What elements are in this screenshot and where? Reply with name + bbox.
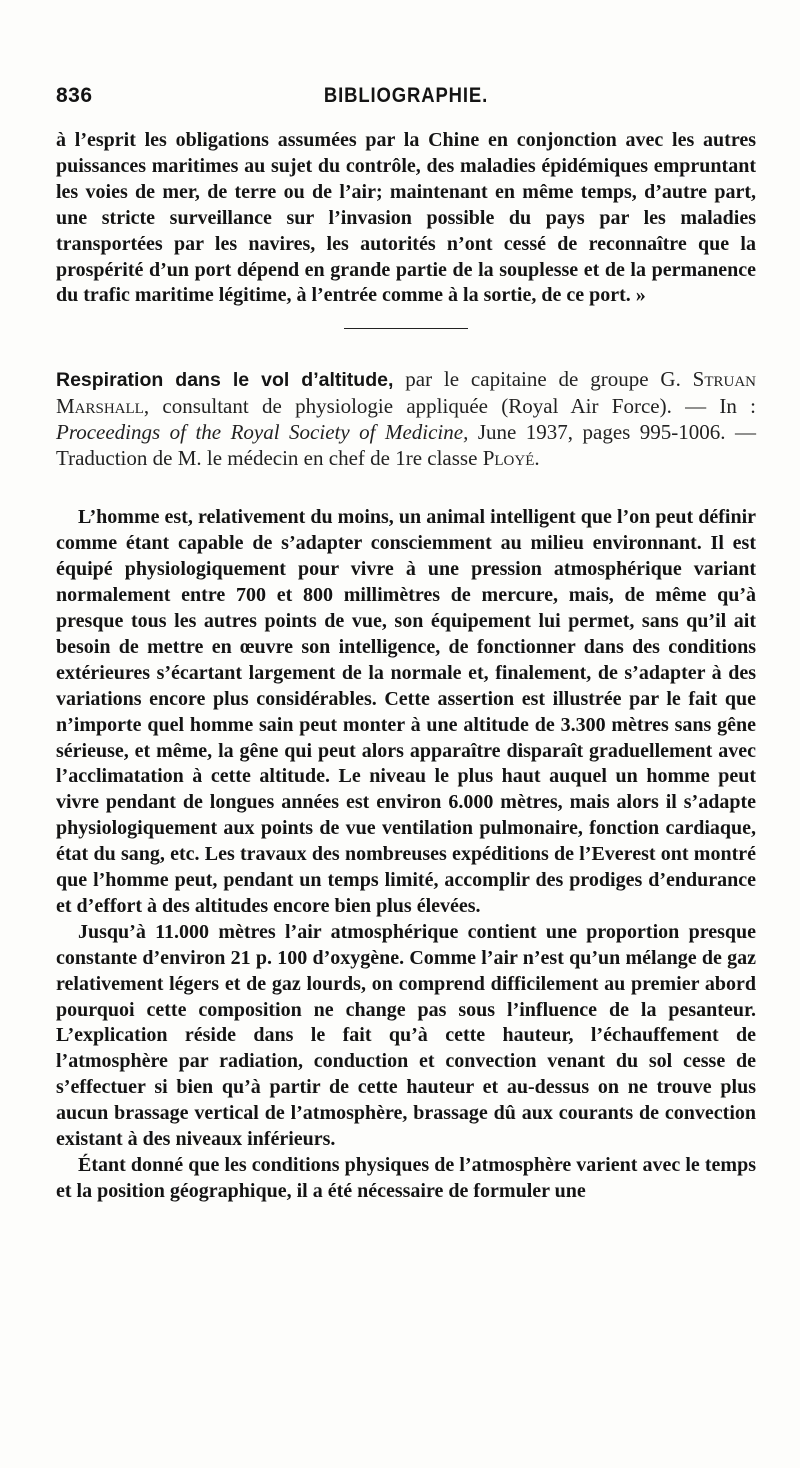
article-author: G. Struan Marshall, bbox=[56, 367, 757, 419]
page-content bbox=[56, 128, 756, 1205]
page-header bbox=[56, 84, 756, 114]
article-details: June 1937, pages 995-1006. — Traduction de M. le médecin en chef de bbox=[56, 420, 756, 471]
section-divider bbox=[344, 328, 468, 329]
article-translator-prefix: classe bbox=[427, 446, 478, 471]
article-journal: Proceedings of the Royal Society of Medicine, bbox=[56, 420, 469, 445]
continuation-paragraph: à l’esprit les obligations assumées par la Chine en conjonction avec les autres puissances maritimes au sujet du contrôle, des maladies épidémiques empruntant les voies de mer, de terre ou de l’air; maintenant en même temps, d’autre part, une stricte surveillance sur l’invasion possible du pays par les maladies transportées par les navires, les autorités n’ont cessé de reconnaître que la prospérité d’un port dépend en grande partie de la souplesse et de la permanence du trafic maritime légitime, à l’entrée comme à la sortie, de ce port. » bbox=[56, 129, 756, 307]
article-heading bbox=[56, 366, 756, 471]
article-title: Respiration dans le vol d’altitude, bbox=[56, 369, 394, 392]
page-number: 836 bbox=[56, 84, 93, 107]
article-by: par le capitaine de groupe bbox=[405, 367, 649, 392]
article-translator: Ployé. bbox=[482, 446, 540, 471]
body-paragraph-2: Jusqu’à 11.000 mètres l’air atmosphérique contient une proportion presque constante d’environ 21 p. 100 d’oxygène. Comme l’air n’est qu’un mélange de gaz relativement légers et de gaz lourds, on comprend difficilement au premier abord pourquoi cette composition ne change pas sous l’influence de la pesanteur. L’explication réside dans le fait qu’à cette hauteur, l’échauffement de l’atmosphère par radiation, conduction et convection venant du sol cesse de s’effectuer si bien qu’à partir de cette hauteur et au-dessus on ne trouve plus aucun brassage vertical de l’atmosphère, brassage dû aux courants de convection existant à des niveaux inférieurs. bbox=[56, 920, 756, 1151]
article-rank: 1re bbox=[395, 446, 423, 471]
body-paragraph-3: Étant donné que les conditions physiques de l’atmosphère varient avec le temps et la position géographique, il a été nécessaire de formuler une bbox=[56, 1154, 756, 1202]
article-role: consultant de physiologie appliquée (Royal Air Force). — In : bbox=[162, 394, 757, 419]
body-paragraph-1: L’homme est, relativement du moins, un animal intelligent que l’on peut définir comme étant capable de s’adapter consciemment au milieu environnant. Il est équipé physiologiquement pour vivre à une pression atmosphérique variant normalement entre 700 et 800 millimètres de mercure, mais, de même qu’à presque tous les autres points de vue, son équipement lui permet, sans qu’il ait besoin de mettre en œuvre son intelligence, de fonctionner dans des conditions extérieures s’écartant largement de la normale et, finalement, de s’adapter à des variations encore plus considérables. Cette assertion est illustrée par le fait que n’importe quel homme sain peut monter à une altitude de 3.300 mètres sans gêne sérieuse, et même, la gêne qui peut alors apparaître disparaît graduellement avec l’acclimatation à cette altitude. Le niveau le plus haut auquel un homme peut vivre pendant de longues années est environ 6.000 mètres, mais alors il s’adapte physiologiquement aux points de vue ventilation pulmonaire, fonction cardiaque, état du sang, etc. Les travaux des nombreuses expéditions de l’Everest ont montré que l’homme peut, pendant un temps limité, accomplir des prodiges d’endurance et d’effort à des altitudes encore bien plus élevées. bbox=[56, 506, 756, 917]
running-title: BIBLIOGRAPHIE. bbox=[323, 84, 489, 107]
